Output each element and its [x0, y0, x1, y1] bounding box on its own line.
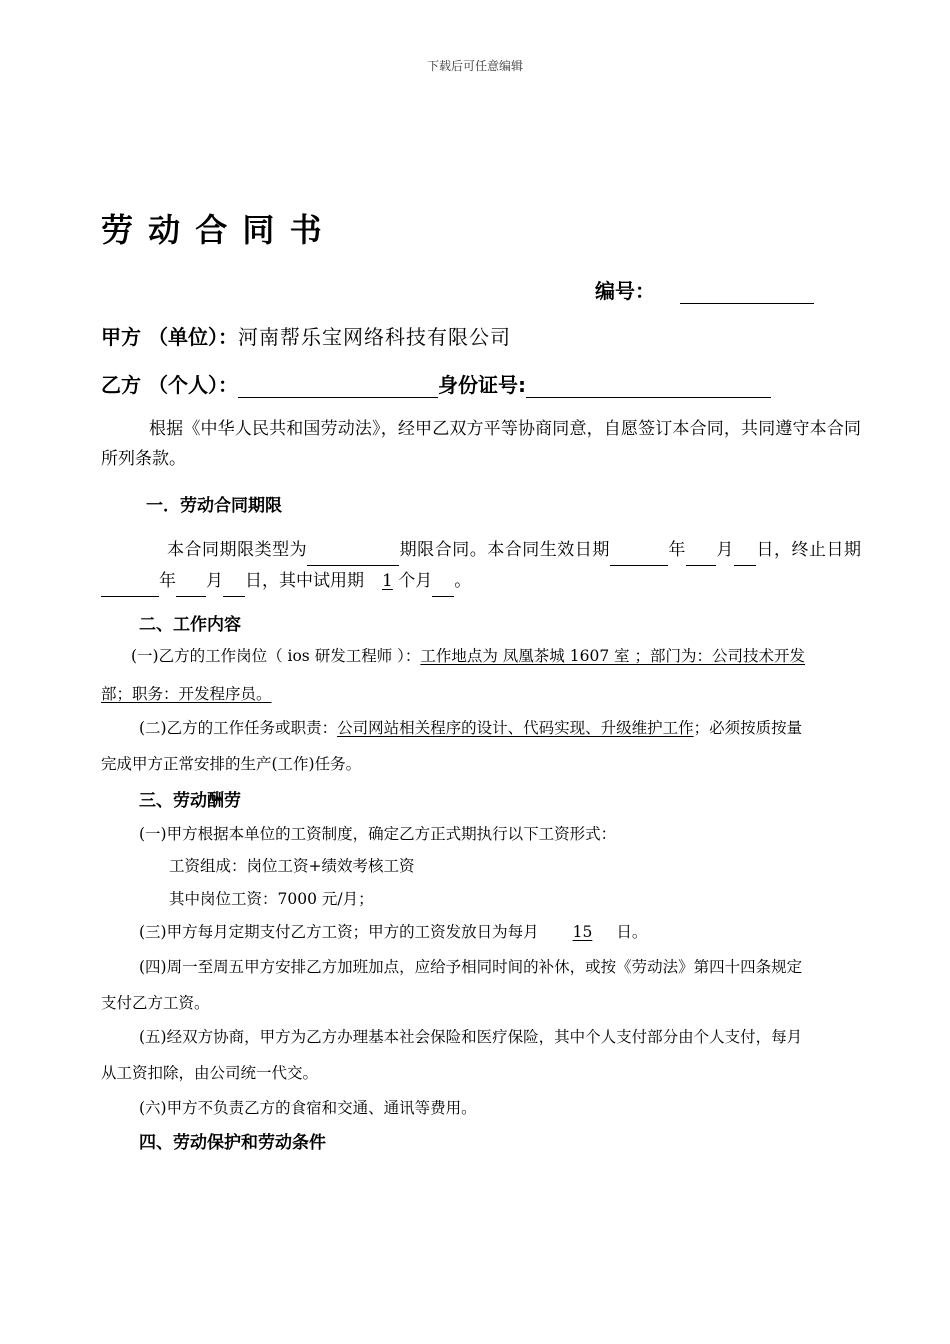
term-text-3: 年 — [667, 540, 686, 560]
work-location-dept: 工作地点为 凤凰茶城 1607 室 ；部门为：公司技术开发 — [420, 647, 806, 665]
start-year-field[interactable] — [610, 535, 668, 566]
section-2-heading: 二、工作内容 — [139, 615, 241, 635]
header-note: 下载后可任意编辑 — [426, 59, 523, 73]
term-text-8: 日，其中试用期 — [245, 571, 364, 591]
pay-item-6: (六)甲方不负责乙方的食宿和交通、通讯等费用。 — [139, 1099, 477, 1117]
section-4-heading: 四、劳动保护和劳动条件 — [139, 1133, 326, 1153]
end-day-field[interactable] — [223, 566, 245, 597]
intro-paragraph — [101, 414, 861, 474]
payday-tail: 日。 — [616, 923, 648, 941]
party-b-name-field[interactable] — [238, 373, 438, 398]
pay-item-4-line-1: (四)周一至周五甲方安排乙方加班加点，应给予相同时间的补休，或按《劳动法》第四十四条规定 — [139, 958, 803, 976]
party-b-label: 乙方 （个人）： — [101, 373, 238, 397]
term-text-7: 月 — [206, 571, 223, 591]
party-a-value: 河南帮乐宝网络科技有限公司 — [237, 325, 511, 349]
term-text-2: 期限合同。本合同生效日期 — [399, 540, 610, 560]
probation-months: 1 — [382, 571, 393, 591]
id-number-field[interactable] — [526, 373, 771, 398]
work-item-2-line-2 — [101, 752, 361, 774]
work-duty-value: 公司网站相关程序的设计、代码实现、升级维护工作 — [337, 719, 694, 737]
term-text-5: 日，终止日期 — [755, 540, 862, 560]
work-duty-label: (二)乙方的工作任务或职责： — [139, 719, 338, 737]
payday-value: 15 — [572, 923, 593, 941]
payday-text: (三)甲方每月定期支付乙方工资；甲方的工资发放日为每月 — [139, 923, 539, 941]
intro-text: 根据《中华人民共和国劳动法》，经甲乙双方平等协商同意，自愿签订本合同，共同遵守本合同所列条款。 — [101, 419, 861, 469]
pay-composition: 工资组成：岗位工资+绩效考核工资 — [169, 857, 415, 875]
work-duty-continued: 完成甲方正常安排的生产(工作)任务。 — [101, 755, 362, 773]
term-text-4: 月 — [715, 540, 734, 560]
work-title: 部；职务：开发程序员。 — [101, 685, 272, 703]
work-position-text: (一)乙方的工作岗位（ ios 研发工程师 ）： — [131, 647, 421, 665]
end-year-field[interactable] — [101, 566, 159, 597]
term-text-1: 本合同期限类型为 — [167, 540, 308, 560]
probation-extra-field[interactable] — [432, 566, 454, 597]
pay-item-1: (一)甲方根据本单位的工资制度，确定乙方正式期执行以下工资形式： — [139, 825, 617, 843]
contract-number-row — [595, 275, 814, 304]
pay-base-salary: 其中岗位工资：7000 元/月； — [169, 890, 374, 908]
pay-item-5-line-1: (五)经双方协商，甲方为乙方办理基本社会保险和医疗保险，其中个人支付部分由个人支付，每月 — [139, 1028, 803, 1046]
pay-item-3 — [139, 920, 647, 942]
pay-item-5-line-2: 从工资扣除，由公司统一代交。 — [101, 1064, 319, 1082]
work-item-2-line-1 — [139, 716, 802, 738]
start-month-field[interactable] — [686, 535, 716, 566]
start-day-field[interactable] — [734, 535, 756, 566]
party-a-row — [101, 321, 511, 350]
term-text-10: 个月 — [392, 571, 433, 591]
pay-item-4-line-2: 支付乙方工资。 — [101, 994, 210, 1012]
party-a-label: 甲方 （单位）： — [101, 325, 238, 349]
section-1-paragraph — [101, 535, 861, 597]
work-item-1-line-1 — [131, 644, 805, 666]
section-3-heading: 三、劳动酬劳 — [139, 791, 241, 811]
work-duty-tail: ；必须按质按量 — [693, 719, 803, 737]
contract-number-label: 编号： — [595, 279, 655, 303]
document-title: 劳 动 合 同 书 — [101, 211, 324, 249]
party-b-row — [101, 369, 771, 398]
work-item-1-line-2 — [101, 682, 272, 704]
section-1-heading: 一．劳动合同期限 — [146, 496, 282, 516]
term-type-field[interactable] — [307, 535, 399, 566]
term-text-11: 。 — [454, 571, 472, 591]
contract-number-field[interactable] — [680, 279, 814, 304]
id-number-label: 身份证号: — [437, 373, 526, 397]
term-text-6: 年 — [159, 571, 176, 591]
end-month-field[interactable] — [176, 566, 206, 597]
